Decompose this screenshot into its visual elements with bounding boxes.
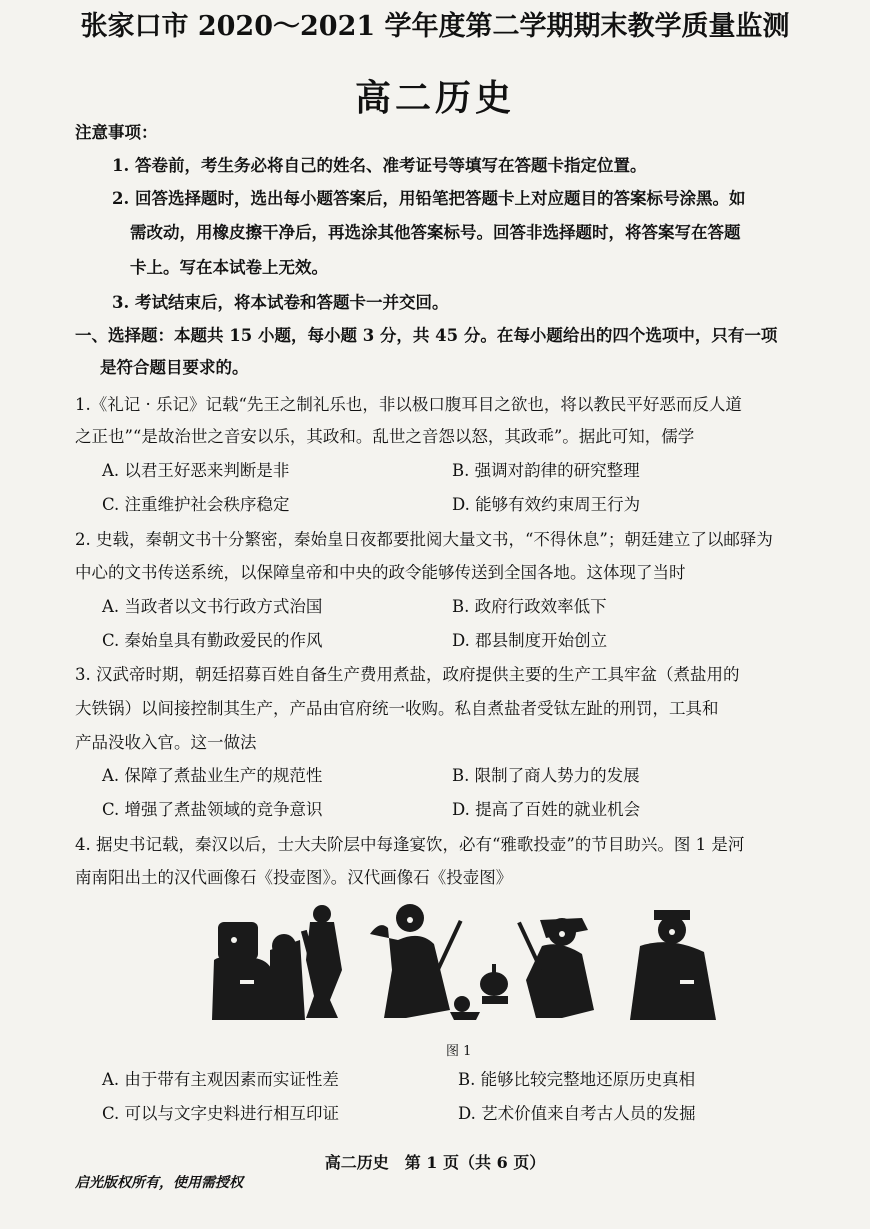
q3-stem-line-2: 大铁锅）以间接控制其生产，产品由官府统一收购。私自煮盐者受钛左趾的刑罚，工具和 bbox=[75, 699, 719, 718]
page-footer: 高二历史 第 1 页（共 6 页） bbox=[324, 1153, 546, 1172]
exam-title: 张家口市 2020～2021 学年度第二学期期末教学质量监测 bbox=[80, 11, 790, 42]
relief-figure-seated-left bbox=[212, 922, 305, 1020]
section-heading-line-2: 是符合题目要求的。 bbox=[100, 358, 249, 377]
q3-option-c: C. 增强了煮盐领域的竞争意识 bbox=[102, 800, 323, 819]
relief-figure-thrower-right bbox=[517, 918, 594, 1018]
q4-option-d: D. 艺术价值来自考古人员的发掘 bbox=[458, 1104, 696, 1123]
q1-option-a: A. 以君王好恶来判断是非 bbox=[102, 461, 290, 480]
q3-stem-line-1: 3. 汉武帝时期，朝廷招募百姓自备生产费用煮盐，政府提供主要的生产工具牢盆（煮盐用的 bbox=[75, 665, 740, 684]
q2-stem-line-2: 中心的文书传送系统，以保障皇帝和中央的政令能够传送到全国各地。这体现了当时 bbox=[75, 563, 686, 582]
relief-figure-seated-right bbox=[630, 910, 716, 1020]
section-heading-line-1: 一、选择题：本题共 15 小题，每小题 3 分，共 45 分。在每小题给出的四个选项中，只有一项 bbox=[75, 326, 778, 345]
q1-option-c: C. 注重维护社会秩序稳定 bbox=[102, 495, 290, 514]
relief-figure-thrower-left bbox=[370, 904, 462, 1018]
q1-option-b: B. 强调对韵律的研究整理 bbox=[452, 461, 640, 480]
q4-option-a: A. 由于带有主观因素而实证性差 bbox=[102, 1070, 339, 1089]
touhu-relief-image bbox=[210, 900, 720, 1030]
notice-item-2-line-3: 卡上。写在本试卷上无效。 bbox=[130, 258, 328, 277]
q2-option-b: B. 政府行政效率低下 bbox=[452, 597, 607, 616]
q3-stem-line-3: 产品没收入官。这一做法 bbox=[75, 733, 257, 752]
notice-item-1: 1. 答卷前，考生务必将自己的姓名、准考证号等填写在答题卡指定位置。 bbox=[112, 156, 647, 175]
q2-option-c: C. 秦始皇具有勤政爱民的作风 bbox=[102, 631, 323, 650]
subject-title: 高二历史 bbox=[354, 77, 515, 119]
figure-caption: 图 1 bbox=[446, 1044, 472, 1059]
q2-option-a: A. 当政者以文书行政方式治国 bbox=[102, 597, 323, 616]
relief-touhu-pot bbox=[450, 964, 508, 1020]
q4-option-b: B. 能够比较完整地还原历史真相 bbox=[458, 1070, 696, 1089]
q1-stem-line-1: 1.《礼记 · 乐记》记载“先王之制礼乐也，非以极口腹耳目之欲也，将以教民平好恶而反人道 bbox=[75, 395, 742, 414]
relief-figure-dancer bbox=[301, 905, 342, 1018]
notice-item-3: 3. 考试结束后，将本试卷和答题卡一并交回。 bbox=[112, 293, 449, 312]
notice-heading: 注意事项： bbox=[75, 123, 158, 142]
notice-item-2-line-2: 需改动，用橡皮擦干净后，再选涂其他答案标号。回答非选择题时，将答案写在答题 bbox=[130, 223, 741, 242]
q1-stem-line-2: 之正也”“是故治世之音安以乐，其政和。乱世之音怨以怒，其政乖”。据此可知，儒学 bbox=[75, 427, 695, 446]
q4-stem-line-1: 4. 据史书记载，秦汉以后，士大夫阶层中每逢宴饮，必有“雅歌投壶”的节目助兴。图 1 是河 bbox=[75, 835, 745, 854]
q2-stem-line-1: 2. 史载，秦朝文书十分繁密，秦始皇日夜都要批阅大量文书，“不得休息”；朝廷建立了以邮驿为 bbox=[75, 530, 773, 549]
q4-stem-line-2: 南南阳出土的汉代画像石《投壶图》。汉代画像石《投壶图》 bbox=[75, 868, 513, 887]
q2-option-d: D. 郡县制度开始创立 bbox=[452, 631, 608, 650]
q4-option-c: C. 可以与文字史料进行相互印证 bbox=[102, 1104, 340, 1123]
copyright-notice: 启光版权所有，使用需授权 bbox=[75, 1175, 243, 1191]
notice-item-2-line-1: 2. 回答选择题时，选出每小题答案后，用铅笔把答题卡上对应题目的答案标号涂黑。如 bbox=[112, 189, 746, 208]
q3-option-b: B. 限制了商人势力的发展 bbox=[452, 766, 640, 785]
q3-option-d: D. 提高了百姓的就业机会 bbox=[452, 800, 641, 819]
q3-option-a: A. 保障了煮盐业生产的规范性 bbox=[102, 766, 323, 785]
q1-option-d: D. 能够有效约束周王行为 bbox=[452, 495, 641, 514]
